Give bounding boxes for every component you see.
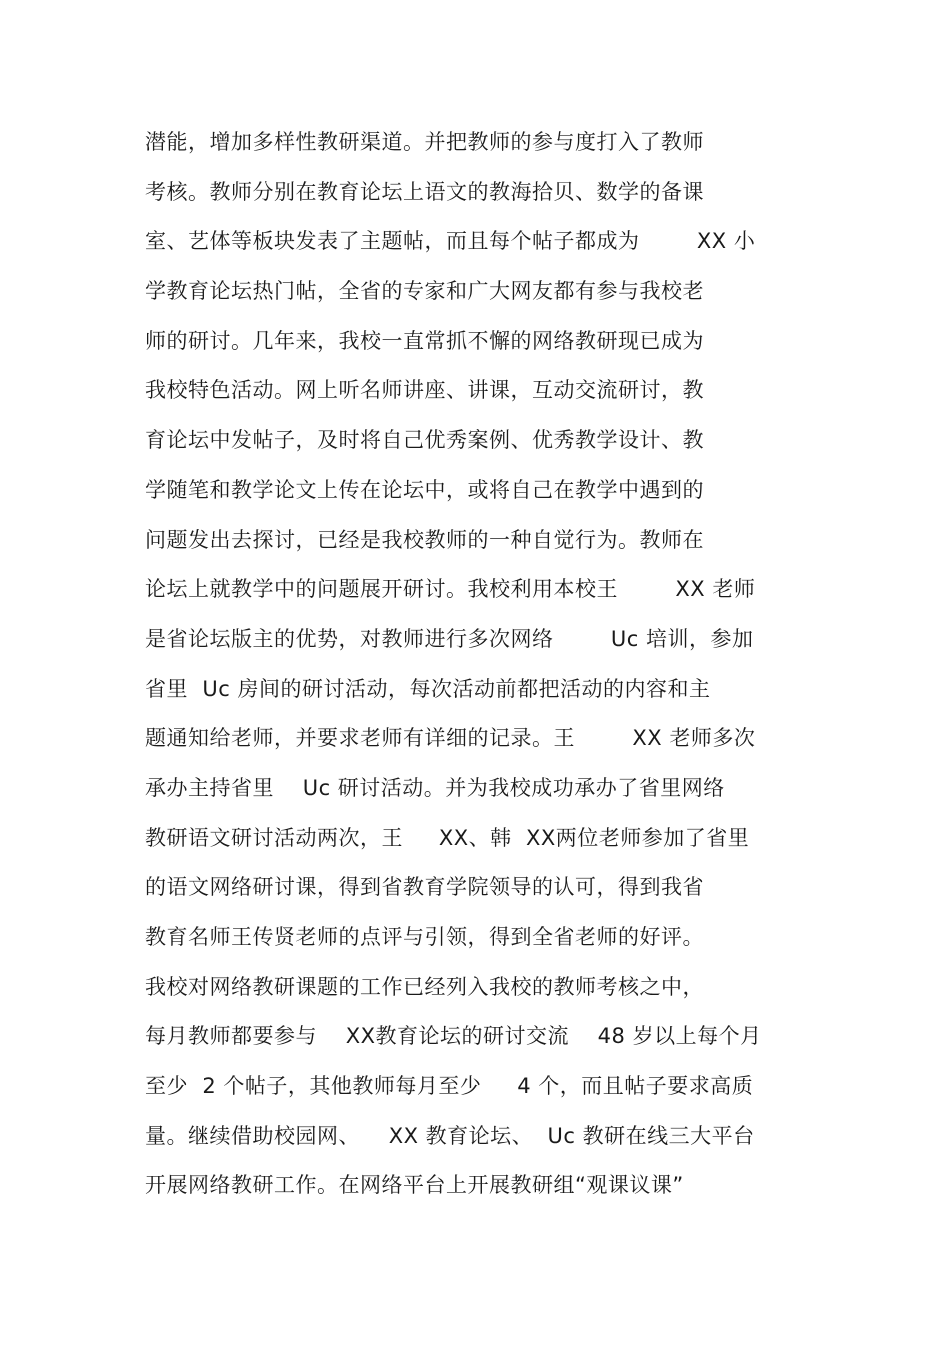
text-line: 考核。教师分别在教育论坛上语文的教海拾贝、数学的备课 [145, 179, 704, 204]
text-line: 至少 2 个帖子，其他教师每月至少 4 个，而且帖子要求高质 [145, 1074, 754, 1099]
text-line: 是省论坛版主的优势，对教师进行多次网络 Uc 培训，参加 [145, 626, 754, 651]
text-line: 开展网络教研工作。在网络平台上开展教研组“观课议课” [145, 1173, 684, 1198]
text-line: 学教育论坛热门帖，全省的专家和广大网友都有参与我校老 [145, 279, 704, 304]
text-line: 题通知给老师，并要求老师有详细的记录。王 XX 老师多次 [145, 726, 756, 751]
text-line: 我校特色活动。网上听名师讲座、讲课，互动交流研讨，教 [145, 378, 704, 403]
body-text [145, 118, 825, 1211]
text-line: 的语文网络研讨课，得到省教育学院领导的认可，得到我省 [145, 875, 704, 900]
text-line: 教研语文研讨活动两次，王 XX、韩 XX两位老师参加了省里 [145, 825, 750, 850]
text-line: 问题发出去探讨，已经是我校教师的一种自觉行为。教师在 [145, 527, 704, 552]
text-line: 论坛上就教学中的问题展开研讨。我校利用本校王 XX 老师 [145, 577, 756, 602]
text-line: 学随笔和教学论文上传在论坛中，或将自己在教学中遇到的 [145, 477, 704, 502]
text-line: 室、艺体等板块发表了主题帖，而且每个帖子都成为 XX 小 [145, 229, 756, 254]
text-line: 我校对网络教研课题的工作已经列入我校的教师考核之中， [145, 974, 704, 999]
text-line: 教育名师王传贤老师的点评与引领，得到全省老师的好评。 [145, 925, 704, 949]
text-line: 师的研讨。几年来，我校一直常抓不懈的网络教研现已成为 [145, 328, 704, 353]
text-line: 潜能，增加多样性教研渠道。并把教师的参与度打入了教师 [145, 130, 704, 154]
text-line: 省里 Uc 房间的研讨活动，每次活动前都把活动的内容和主 [145, 676, 711, 701]
text-line: 育论坛中发帖子，及时将自己优秀案例、优秀教学设计、教 [145, 428, 704, 453]
text-line: 量。继续借助校园网、 XX 教育论坛、 Uc 教研在线三大平台 [145, 1123, 755, 1148]
text-line: 承办主持省里 Uc 研讨活动。并为我校成功承办了省里网络 [145, 775, 725, 800]
text-line: 每月教师都要参与 XX教育论坛的研讨交流 48 岁以上每个月 [145, 1024, 762, 1049]
